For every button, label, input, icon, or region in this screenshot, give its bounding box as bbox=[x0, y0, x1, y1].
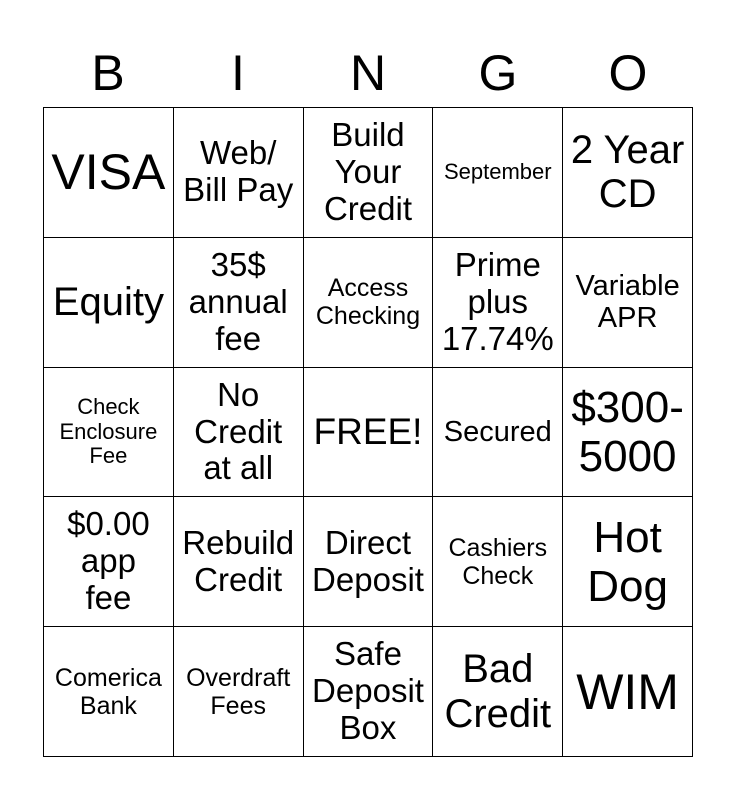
bingo-cell-r4-c5[interactable] bbox=[563, 497, 693, 627]
cell-text: Cashiers Check bbox=[448, 533, 548, 590]
bingo-cell-r1-c2[interactable] bbox=[174, 108, 304, 238]
bingo-board bbox=[43, 107, 693, 757]
cell-text: Access Checking bbox=[315, 274, 421, 331]
bingo-cell-r5-c2[interactable] bbox=[174, 627, 304, 757]
cell-text: Direct Deposit bbox=[312, 523, 424, 598]
cell-text: $0.00 app fee bbox=[67, 505, 150, 617]
cell-text: No Credit at all bbox=[194, 375, 283, 487]
cell-text: 35$ annual fee bbox=[188, 245, 288, 357]
bingo-cell-r1-c5[interactable] bbox=[563, 108, 693, 238]
cell-text: Safe Deposit Box bbox=[312, 635, 424, 747]
bingo-cell-r3-c3[interactable] bbox=[304, 368, 434, 498]
cell-text: Secured bbox=[443, 415, 552, 448]
bingo-cell-r3-c4[interactable] bbox=[433, 368, 563, 498]
bingo-cell-r5-c1[interactable] bbox=[44, 627, 174, 757]
cell-text: Overdraft Fees bbox=[186, 663, 291, 720]
bingo-cell-r2-c1[interactable] bbox=[44, 238, 174, 368]
bingo-header bbox=[43, 40, 693, 106]
cell-text: Web/ Bill Pay bbox=[183, 134, 294, 209]
header-letter-g: G bbox=[478, 45, 518, 101]
cell-text: Bad Credit bbox=[444, 646, 552, 736]
bingo-cell-r5-c5[interactable] bbox=[563, 627, 693, 757]
bingo-cell-r1-c4[interactable] bbox=[433, 108, 563, 238]
header-letter-i: I bbox=[231, 45, 245, 101]
bingo-cell-r5-c3[interactable] bbox=[304, 627, 434, 757]
cell-text: $300- 5000 bbox=[571, 382, 684, 481]
bingo-cell-r5-c4[interactable] bbox=[433, 627, 563, 757]
bingo-cell-r4-c2[interactable] bbox=[174, 497, 304, 627]
cell-text: 2 Year CD bbox=[570, 127, 685, 217]
header-letter-b: B bbox=[91, 45, 125, 101]
cell-text: Build Your Credit bbox=[323, 115, 412, 227]
cell-text: Variable APR bbox=[575, 269, 680, 335]
cell-text: WIM bbox=[576, 663, 679, 720]
cell-text: Prime plus 17.74% bbox=[441, 245, 554, 357]
bingo-cell-r3-c1[interactable] bbox=[44, 368, 174, 498]
bingo-cell-r2-c3[interactable] bbox=[304, 238, 434, 368]
bingo-cell-r4-c3[interactable] bbox=[304, 497, 434, 627]
header-letter-n: N bbox=[349, 45, 387, 101]
bingo-cell-r2-c2[interactable] bbox=[174, 238, 304, 368]
cell-text: Check Enclosure Fee bbox=[59, 394, 158, 469]
bingo-cell-r4-c4[interactable] bbox=[433, 497, 563, 627]
bingo-cell-r1-c1[interactable] bbox=[44, 108, 174, 238]
cell-text: FREE! bbox=[313, 411, 423, 453]
bingo-cell-r1-c3[interactable] bbox=[304, 108, 434, 238]
cell-text: VISA bbox=[51, 144, 166, 201]
bingo-cell-r2-c5[interactable] bbox=[563, 238, 693, 368]
cell-text: Comerica Bank bbox=[54, 663, 162, 720]
cell-text: Hot Dog bbox=[587, 512, 668, 611]
cell-text: Rebuild Credit bbox=[182, 523, 295, 598]
cell-text: Equity bbox=[52, 279, 164, 324]
bingo-cell-r4-c1[interactable] bbox=[44, 497, 174, 627]
cell-text: September bbox=[443, 159, 552, 185]
bingo-cell-r3-c2[interactable] bbox=[174, 368, 304, 498]
bingo-cell-r2-c4[interactable] bbox=[433, 238, 563, 368]
header-letter-o: O bbox=[608, 45, 648, 101]
bingo-cell-r3-c5[interactable] bbox=[563, 368, 693, 498]
